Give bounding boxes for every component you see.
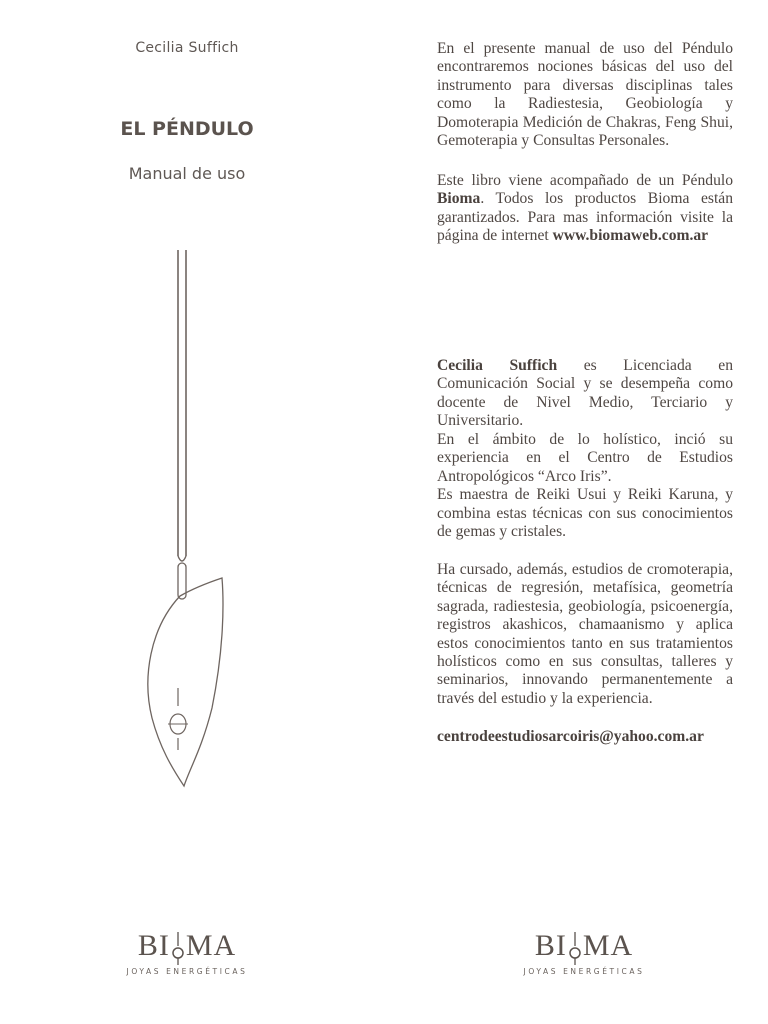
book-title: EL PÉNDULO	[120, 118, 254, 140]
kit-text-middle: . Todos los productos Bioma están garantizados. Para mas información visite la página de internet	[437, 190, 733, 245]
intro-paragraph: En el presente manual de uso del Péndulo encontraremos nociones básicas del uso del instrumento para diversas disciplinas tales como la Radiestesia, Geobiología y Domoterapia Medición de Chakras, Feng Shui, Gemoterapia y Consultas Personales.	[437, 40, 733, 150]
bioma-logo-left	[107, 926, 267, 976]
logo-letters-left: BI	[534, 929, 567, 962]
logo-pendulum-o-icon	[568, 932, 582, 966]
logo-tagline: JOYAS ENERGÉTICAS	[126, 967, 248, 976]
kit-text-before: Este libro viene acompañado de un Péndulo	[437, 172, 733, 189]
bio-paragraph-1	[437, 357, 733, 431]
kit-paragraph	[437, 172, 733, 246]
kit-brand: Bioma	[437, 190, 481, 208]
pendulum-leaf	[148, 578, 223, 786]
logo-letters-left: BI	[137, 929, 170, 962]
kit-website-link[interactable]: www.biomaweb.com.ar	[552, 227, 709, 245]
pendulum-cord-bottom	[178, 556, 186, 561]
bio-paragraph-3: Ha cursado, además, estudios de cromoterapia, técnicas de regresión, metafísica, geometría sagrada, radiestesia, geobiología, psicoenergía, registros akashicos, chamaanismo y aplica estos conocimientos tanto en sus tratamientos holísticos como en sus consultas, talleres y seminarios, innovando permanentemente a través del estudio y la experiencia.	[437, 561, 733, 707]
logo-letters-right: MA	[582, 929, 634, 962]
logo-pendulum-o-icon	[171, 932, 185, 966]
pendulum-illustration	[132, 248, 232, 793]
cover-author: Cecilia Suffich	[135, 40, 239, 56]
bio-p2a: En el ámbito de lo holístico, inció su experiencia en el Centro de Estudios Antropológicos “Arco Iris”.	[437, 431, 733, 485]
logo-letters-right: MA	[185, 929, 237, 962]
contact-email[interactable]: centrodeestudiosarcoiris@yahoo.com.ar	[437, 728, 704, 745]
bio-name: Cecilia Suffich	[437, 357, 558, 374]
bio-p2b: Es maestra de Reiki Usui y Reiki Karuna, y combina estas técnicas con sus conocimientos de gemas y cristales.	[437, 486, 733, 541]
bio-paragraph-2	[437, 431, 733, 541]
bio-p1-text: es Licenciada en Comunicación Social y se desempeña como docente de Nivel Medio, Terciario y Universitario.	[437, 357, 733, 430]
bioma-logo-right	[504, 926, 664, 976]
book-subtitle: Manual de uso	[128, 164, 246, 183]
logo-tagline: JOYAS ENERGÉTICAS	[523, 967, 645, 976]
